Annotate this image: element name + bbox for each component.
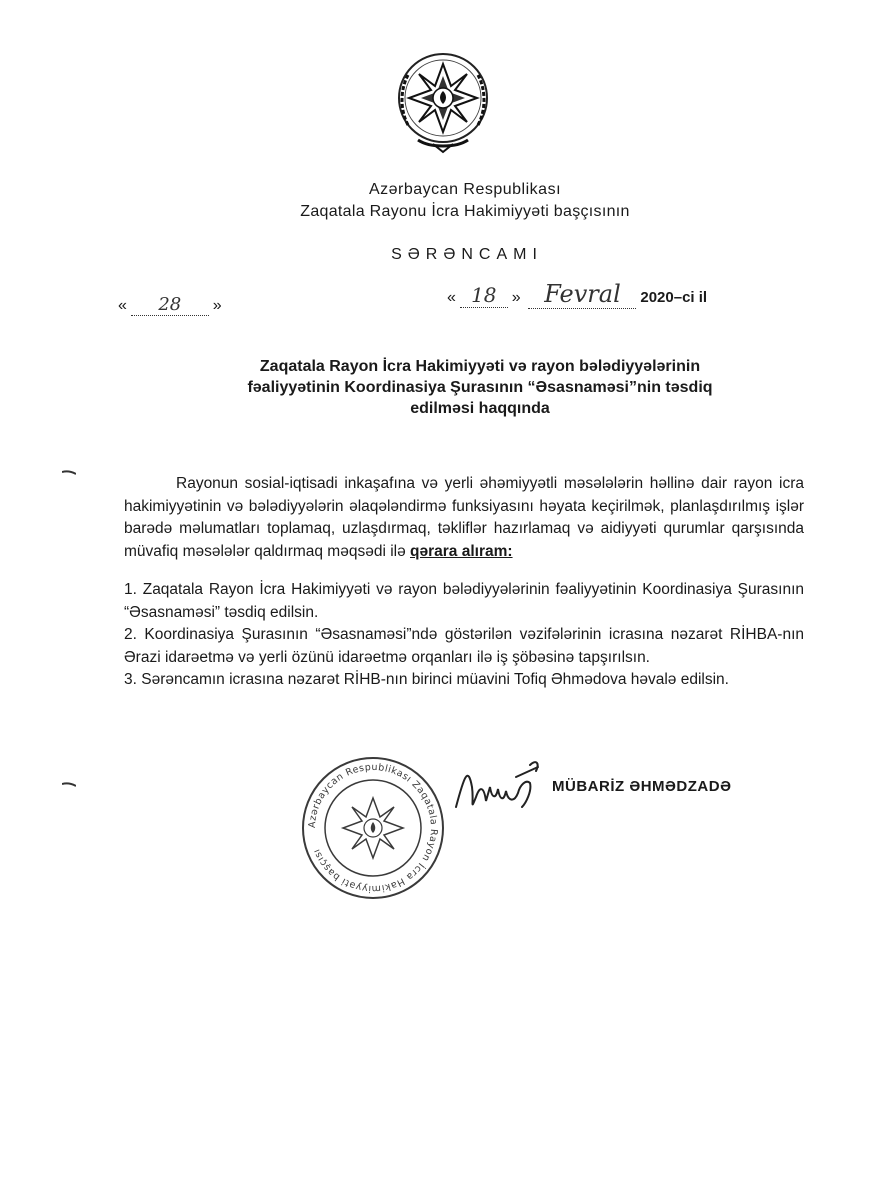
number-open-quote: «	[118, 297, 127, 314]
preamble-paragraph	[124, 473, 804, 563]
order-subject	[170, 356, 790, 419]
header-country: Azərbaycan Respublikası	[368, 181, 562, 198]
document-title: SƏRƏNCAMI	[391, 246, 543, 263]
date-month: Fevral	[528, 280, 636, 309]
order-number	[118, 294, 222, 316]
subject-line-3: edilməsi haqqında	[410, 400, 550, 417]
number-value: 28	[131, 294, 209, 316]
order-body	[124, 473, 804, 692]
official-stamp-icon	[298, 753, 448, 903]
order-item-1: 1. Zaqatala Rayon İcra Hakimiyyəti və rayon bələdiyyələrinin fəaliyyətinin Koordinasiya Şurasının “Əsasnaməsi” təsdiq edilsin.	[124, 581, 804, 621]
signature-icon	[446, 757, 546, 827]
decision-phrase: qərara alıram:	[410, 542, 513, 560]
preamble-text: Rayonun sosial-iqtisadi inkaşafına və yerli əhəmiyyətli məsələlərin həllinə dair rayon icra hakimiyyətinin və bələdiyyələrin əlaqələndirmə funksiyasını həyata keçirilmək, planlaşdırılmış işlər barədə məlumatları toplamaq, uzlaşdırmaq, təkliflər hazırlamaq və aidiyyəti qurumlar qarşısında müvafiq məsələlər qaldırmaq məqsədi ilə	[124, 475, 804, 560]
signer-name: MÜBARİZ ƏHMƏDZADƏ	[552, 778, 732, 795]
date-close-quote: »	[511, 289, 521, 306]
margin-mark-icon	[62, 470, 76, 476]
subject-line-2: fəaliyyətinin Koordinasiya Şurasının “Əsasnaməsi”nin təsdiq	[247, 379, 713, 396]
date-day: 18	[460, 283, 508, 308]
order-date	[447, 280, 707, 309]
order-item-3: 3. Sərəncamın icrasına nəzarət RİHB-nın birinci müavini Tofiq Əhmədova həvalə edilsin.	[124, 671, 729, 688]
date-year: 2020–ci il	[640, 289, 708, 306]
state-emblem-icon	[388, 40, 498, 160]
date-open-quote: «	[447, 289, 456, 306]
stamp-ring-text: Azərbaycan Respublikası Zaqatala Rayon İcra Hakimiyyəti başçısı	[306, 761, 440, 895]
subject-line-1: Zaqatala Rayon İcra Hakimiyyəti və rayon bələdiyyələrinin	[259, 358, 701, 375]
header-authority: Zaqatala Rayonu İcra Hakimiyyəti başçısının	[300, 203, 630, 220]
margin-mark-icon	[62, 782, 76, 788]
order-item-2: 2. Koordinasiya Şurasının “Əsasnaməsi”ndə göstərilən vəzifələrinin icrasına nəzarət RİHBA-nın Ərazi idarəetmə və yerli özünü idarəetmə orqanları ilə iş şöbəsinə tapşırılsın.	[124, 626, 804, 666]
number-close-quote: »	[212, 297, 222, 314]
